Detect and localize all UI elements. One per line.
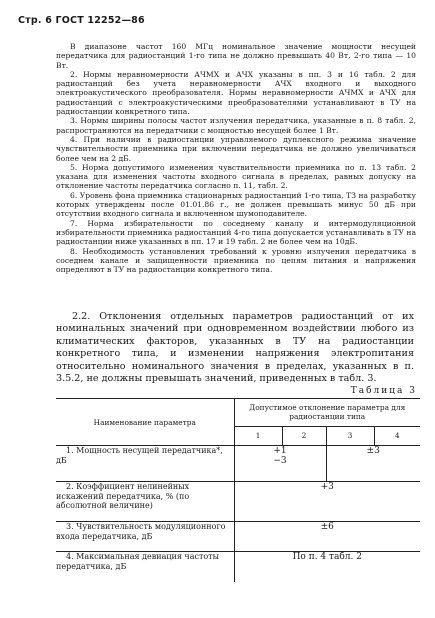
param-value: ±3 [326,446,420,482]
param-name: 2. Коэффициент нелинейных искажений передатчика, % (по абсолютной величине) [56,482,234,522]
param-name: 1. Мощность несущей передатчика*, дБ [56,446,234,482]
param-value: +3 [234,482,420,522]
table-row [56,446,420,482]
table-row [56,552,420,582]
main-paragraph: 2.2. Отклонения отдельных параметров радиостанций от их номинальных значений при одновременном воздействии любого из климатических факторов, указанных в ТУ на радиостанции конкретного типа, и изменении напряжения электропитания относительно номинального значения в пределах, указанных в п. 3.5.2, не должны превышать значений, приведенных в табл. 3. [56,311,414,385]
table-row [56,482,420,522]
col-header-group: Допустимое отклонение параметра для радиостанции типа [234,399,420,427]
note-paragraph: 3. Нормы ширины полосы частот излучения передатчика, указанные в п. 8 табл. 2, распространяются на передатчики с мощностью несущей более 1 Вт. [56,116,416,135]
note-paragraph: 4. При наличии в радиостанции управляемого дуплексного режима значение чувствительности приемника при включении передатчика не должно увеличиваться более чем на 2 дБ. [56,134,416,163]
note-paragraph: 6. Уровень фона приемника стационарных радиостанций 1-го типа, ТЗ на разработку которых утверждены после 01.01.86 г., не должен превышать минус 50 дБ при отсутствии входного сигнала и включенном шумоподавителе. [56,190,416,219]
page-header: Стр. 6 ГОСТ 12252—86 [18,15,145,26]
note-paragraph: 7. Норма избирательности по соседнему каналу и интермодуляционной избирательности приемника радиостанций 4-го типа допускается устанавливать в ТУ на радиостанции ниже указанных в пп. 17 и 19 табл. 2 не более чем на 10дБ. [56,218,416,247]
param-name: 4. Максимальная девиация частоты передатчика, дБ [56,552,234,582]
param-value: По п. 4 табл. 2 [292,552,362,562]
notes-block [56,42,416,274]
note-paragraph: В диапазоне частот 160 МГц номинальное значение мощности несущей передатчика для радиостанций 1-го типа не должно превышать 40 Вт, 2-го типа — 10 Вт. [56,42,416,70]
note-paragraph: 5. Норма допустимого изменения чувствительности приемника по п. 13 табл. 2 указана для изменения частоты входного сигнала в пределах, равных допуску на отклонение частоты передатчика согласно п. 11, табл. 2. [56,162,416,191]
param-value: ±6 [234,522,420,552]
col-header-name: Наименование параметра [56,399,234,446]
table-caption: Таблица 3 [350,386,417,396]
col-header-type: 2 [282,426,326,445]
section-2-2 [56,311,414,385]
note-paragraph: 8. Необходимость установления требований к уровню излучения передатчика в соседнем канале и защищенности приемника по цепям питания и напряжения определяют в ТУ на радиостанции конкретного типа. [56,246,416,275]
col-header-type: 1 [234,426,282,445]
table-3 [56,398,420,582]
table-row [56,522,420,552]
tolerance-range: +1 −3 [273,446,287,466]
col-header-type: 4 [374,426,420,445]
param-value [234,446,326,482]
note-paragraph: 2. Нормы неравномерности АЧМХ и АЧХ указаны в пп. 3 и 16 табл. 2 для радиостанций без учета неравномерности АЧХ входного и выходного электроакустического преобразователя. Нормы неравномерности АЧМХ и АЧХ для радиостанций с электроакустическими преобразователями устанавливают в ТУ на радиостанции конкретного типа. [56,69,416,117]
col-header-type: 3 [326,426,374,445]
param-name: 3. Чувствительность модуляционного входа передатчика, дБ [56,522,234,552]
